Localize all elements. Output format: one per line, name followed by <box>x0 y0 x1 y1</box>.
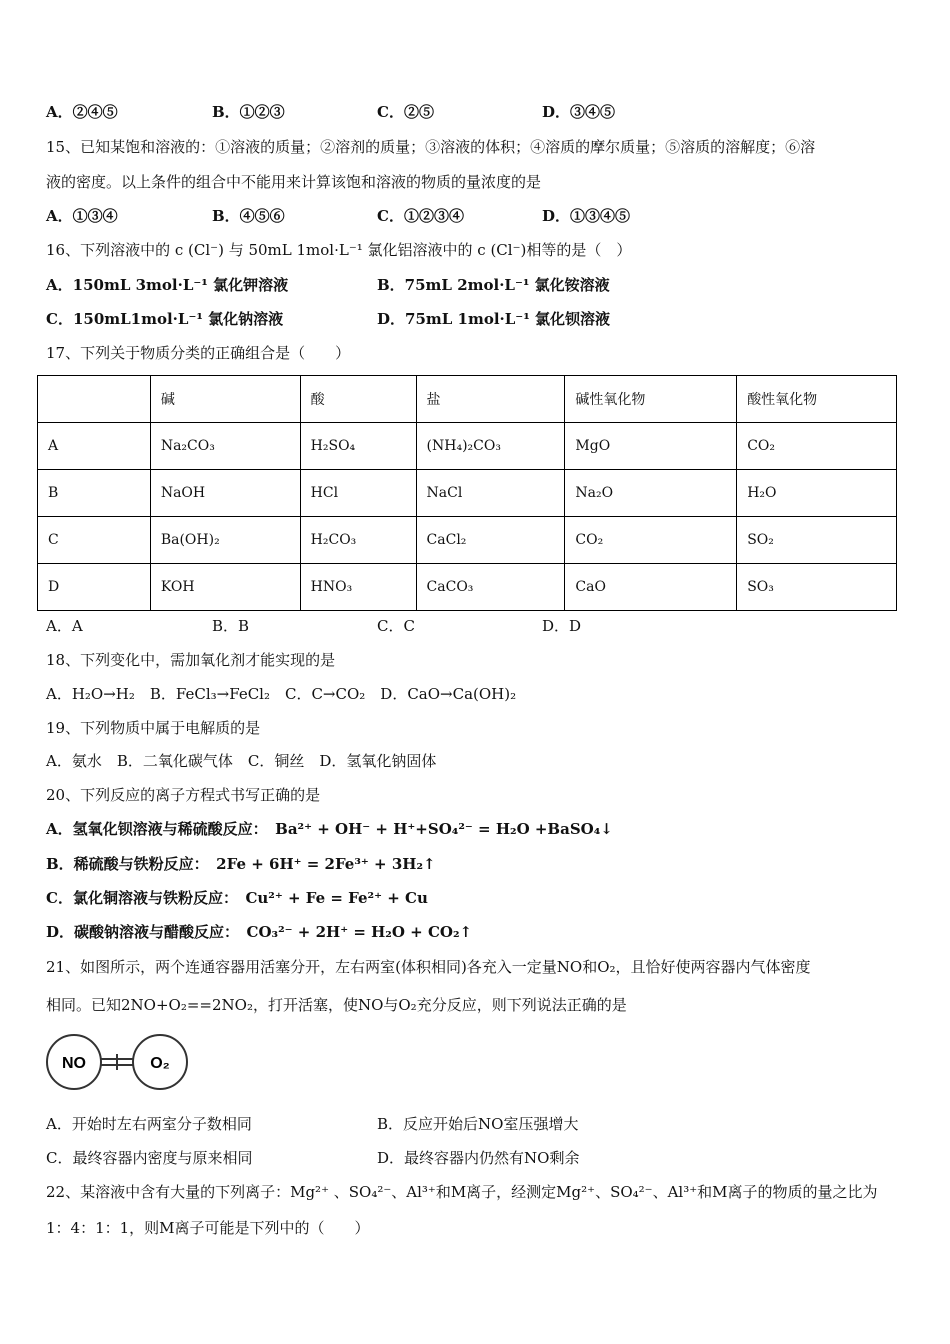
q22-stem-line1: 22、某溶液中含有大量的下列离子：Mg²⁺ 、SO₄²⁻、Al³⁺和M离子，经测定Mg²⁺、SO₄²⁻、Al³⁺和M离子的物质的量之比为 <box>46 1183 878 1201</box>
q14-option-a: A．②④⑤ <box>46 103 118 121</box>
q21-stem-line2: 相同。已知2NO+O₂==2NO₂，打开活塞，使NO与O₂充分反应，则下列说法正确的是 <box>46 996 627 1014</box>
table-cell: H₂O <box>737 470 897 517</box>
connected-vessels-figure <box>46 1030 188 1094</box>
header-cell: 酸 <box>300 376 416 423</box>
q21-option-a: A．开始时左右两室分子数相同 <box>46 1115 252 1133</box>
q17-option-b: B．B <box>212 617 250 635</box>
table-cell: HCl <box>300 470 416 517</box>
q15-option-b: B．④⑤⑥ <box>212 207 285 225</box>
q18-options: A．H₂O→H₂ B．FeCl₃→FeCl₂ C．C→CO₂ D．CaO→Ca(OH)₂ <box>46 685 517 703</box>
table-cell: D <box>38 564 151 611</box>
table-cell: HNO₃ <box>300 564 416 611</box>
table-cell: A <box>38 423 151 470</box>
q17-option-a: A．A <box>46 617 83 635</box>
q15-stem-line1: 15、已知某饱和溶液的：①溶液的质量；②溶剂的质量；③溶液的体积；④溶质的摩尔质量；⑤溶质的溶解度；⑥溶 <box>46 138 816 156</box>
q16-option-b: B．75mL 2mol·L⁻¹ 氯化铵溶液 <box>377 276 610 294</box>
q14-option-c: C．②⑤ <box>377 103 434 121</box>
header-cell: 碱 <box>150 376 300 423</box>
q14-option-b: B．①②③ <box>212 103 285 121</box>
q16-stem: 16、下列溶液中的 c (Cl⁻) 与 50mL 1mol·L⁻¹ 氯化铝溶液中的 c (Cl⁻)相等的是（ ） <box>46 241 632 259</box>
q20-option-d: D．碳酸钠溶液与醋酸反应： CO₃²⁻ + 2H⁺ = H₂O + CO₂↑ <box>46 923 473 941</box>
q15-option-a: A．①③④ <box>46 207 118 225</box>
q19-stem: 19、下列物质中属于电解质的是 <box>46 719 261 737</box>
table-cell: H₂CO₃ <box>300 517 416 564</box>
q16-option-c: C．150mL1mol·L⁻¹ 氯化钠溶液 <box>46 310 284 328</box>
q21-option-c: C．最终容器内密度与原来相同 <box>46 1149 253 1167</box>
table-cell: SO₃ <box>737 564 897 611</box>
q14-option-d: D．③④⑤ <box>542 103 616 121</box>
q21-option-d: D．最终容器内仍然有NO剩余 <box>377 1149 580 1167</box>
header-cell: 碱性氧化物 <box>565 376 737 423</box>
table-cell: CaCl₂ <box>416 517 565 564</box>
table-cell: KOH <box>150 564 300 611</box>
table-cell: CaCO₃ <box>416 564 565 611</box>
q17-stem: 17、下列关于物质分类的正确组合是（ ） <box>46 344 351 362</box>
q22-stem-line2: 1：4：1：1，则M离子可能是下列中的（ ） <box>46 1219 370 1237</box>
table-row <box>38 423 897 470</box>
table-cell: NaCl <box>416 470 565 517</box>
table-row <box>38 564 897 611</box>
q15-stem-line2: 液的密度。以上条件的组合中不能用来计算该饱和溶液的物质的量浓度的是 <box>46 173 542 191</box>
table-header-row <box>38 376 897 423</box>
q18-stem: 18、下列变化中，需加氧化剂才能实现的是 <box>46 651 336 669</box>
q21-stem-line1: 21、如图所示，两个连通容器用活塞分开，左右两室(体积相同)各充入一定量NO和O₂，且恰好使两容器内气体密度 <box>46 958 811 976</box>
q20-option-c: C．氯化铜溶液与铁粉反应： Cu²⁺ + Fe = Fe²⁺ + Cu <box>46 889 428 907</box>
table-cell: Na₂O <box>565 470 737 517</box>
classification-table <box>37 375 897 611</box>
table-cell: C <box>38 517 151 564</box>
table-row <box>38 517 897 564</box>
table-cell: SO₂ <box>737 517 897 564</box>
table-cell: B <box>38 470 151 517</box>
q16-option-a: A．150mL 3mol·L⁻¹ 氯化钾溶液 <box>46 276 289 294</box>
table-cell: Na₂CO₃ <box>150 423 300 470</box>
q19-options: A．氨水 B．二氧化碳气体 C．铜丝 D．氢氧化钠固体 <box>46 752 437 770</box>
table-cell: H₂SO₄ <box>300 423 416 470</box>
q20-option-a: A．氢氧化钡溶液与稀硫酸反应： Ba²⁺ + OH⁻ + H⁺+SO₄²⁻ = H₂O +BaSO₄↓ <box>46 820 613 838</box>
q16-option-d: D．75mL 1mol·L⁻¹ 氯化钡溶液 <box>377 310 611 328</box>
table-cell: CO₂ <box>737 423 897 470</box>
q17-option-c: C．C <box>377 617 415 635</box>
table-row <box>38 470 897 517</box>
header-cell: 盐 <box>416 376 565 423</box>
table-cell: CaO <box>565 564 737 611</box>
table-cell: MgO <box>565 423 737 470</box>
table-cell: CO₂ <box>565 517 737 564</box>
table-cell: NaOH <box>150 470 300 517</box>
table-cell: (NH₄)₂CO₃ <box>416 423 565 470</box>
q20-option-b: B．稀硫酸与铁粉反应： 2Fe + 6H⁺ = 2Fe³⁺ + 3H₂↑ <box>46 855 436 873</box>
left-chamber-label: NO <box>62 1055 86 1072</box>
header-cell: 酸性氧化物 <box>737 376 897 423</box>
q15-option-c: C．①②③④ <box>377 207 464 225</box>
q17-option-d: D．D <box>542 617 582 635</box>
q21-option-b: B．反应开始后NO室压强增大 <box>377 1115 579 1133</box>
q20-stem: 20、下列反应的离子方程式书写正确的是 <box>46 786 321 804</box>
table-cell: Ba(OH)₂ <box>150 517 300 564</box>
header-cell <box>38 376 151 423</box>
right-chamber-label: O₂ <box>150 1055 170 1072</box>
q15-option-d: D．①③④⑤ <box>542 207 631 225</box>
